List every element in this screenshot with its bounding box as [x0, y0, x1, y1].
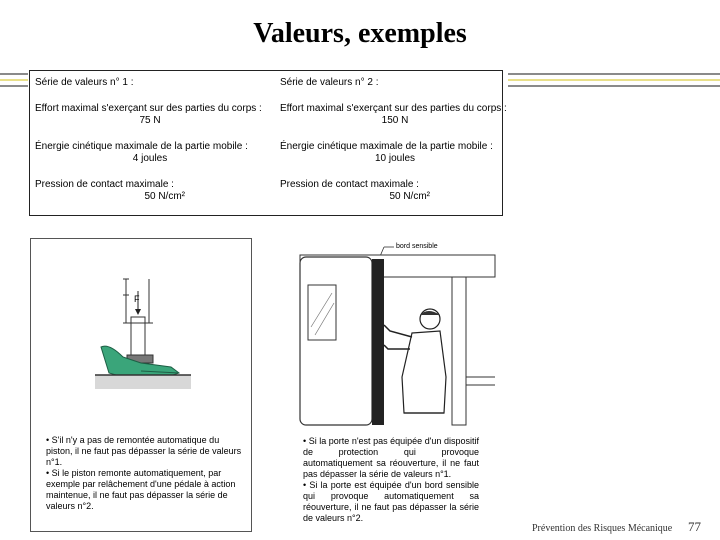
- door-illustration: [280, 237, 500, 427]
- right-gray-rule: [508, 73, 720, 75]
- press-illustration: [31, 239, 251, 419]
- sensitive-edge-label: bord sensible: [396, 243, 438, 250]
- series-1-pressure-label: Pression de contact maximale :: [35, 179, 174, 190]
- series-1-force-value: 75 N: [139, 115, 161, 126]
- left-gray-rule: [0, 73, 28, 75]
- right-gray-rule-2: [508, 85, 720, 87]
- press-bullet-1: • S'il n'y a pas de remontée automatique du piston, il ne faut pas dépasser la série de valeurs n°1.: [46, 435, 242, 467]
- left-gray-rule-2: [0, 85, 28, 87]
- left-yellow-rule: [0, 79, 28, 81]
- values-box: [29, 70, 507, 216]
- series-2-heading: Série de valeurs n° 2 :: [280, 77, 379, 88]
- door-panel: [280, 237, 500, 530]
- slide-title: Valeurs, exemples: [253, 18, 467, 49]
- series-1-energy-value: 4 joules: [132, 153, 168, 164]
- series-1-heading: Série de valeurs n° 1 :: [35, 77, 134, 88]
- series-2-force-value: 150 N: [381, 115, 409, 126]
- force-label: F: [134, 294, 140, 304]
- series-2-pressure-value: 50 N/cm²: [389, 191, 430, 202]
- series-2-column: [280, 77, 510, 203]
- door-bullets: [303, 436, 479, 524]
- series-1-column: [35, 77, 265, 203]
- door-bullet-2: • Si la porte est équipée d'un bord sensible qui provoque automatiquement sa réouverture, il ne faut pas dépasser la série de valeurs n°2.: [303, 480, 479, 523]
- press-bullets: [46, 435, 244, 512]
- press-panel: [30, 238, 252, 532]
- press-bullet-2: • Si le piston remonte automatiquement, par exemple par relâchement d'une pédale à action maintenue, il ne faut pas dépasser la série de valeurs n°2.: [46, 468, 236, 511]
- page-number: 77: [688, 519, 701, 534]
- series-1-energy-label: Énergie cinétique maximale de la partie mobile :: [35, 141, 248, 152]
- door-bullet-1: • Si la porte n'est pas équipée d'un dispositif de protection qui provoque automatiquement sa réouverture, il ne faut pas dépasser la série de valeurs n°1.: [303, 436, 479, 479]
- series-1-force-label: Effort maximal s'exerçant sur des parties du corps :: [35, 103, 262, 114]
- series-1-pressure-value: 50 N/cm²: [144, 191, 185, 202]
- person-body: [402, 331, 446, 413]
- series-2-energy-label: Énergie cinétique maximale de la partie mobile :: [280, 141, 493, 152]
- series-2-pressure-label: Pression de contact maximale :: [280, 179, 419, 190]
- right-yellow-rule: [508, 79, 720, 81]
- slide-footer: Prévention des Risques Mécanique: [532, 523, 673, 534]
- series-2-energy-value: 10 joules: [374, 153, 416, 164]
- series-2-force-label: Effort maximal s'exerçant sur des parties du corps :: [280, 103, 507, 114]
